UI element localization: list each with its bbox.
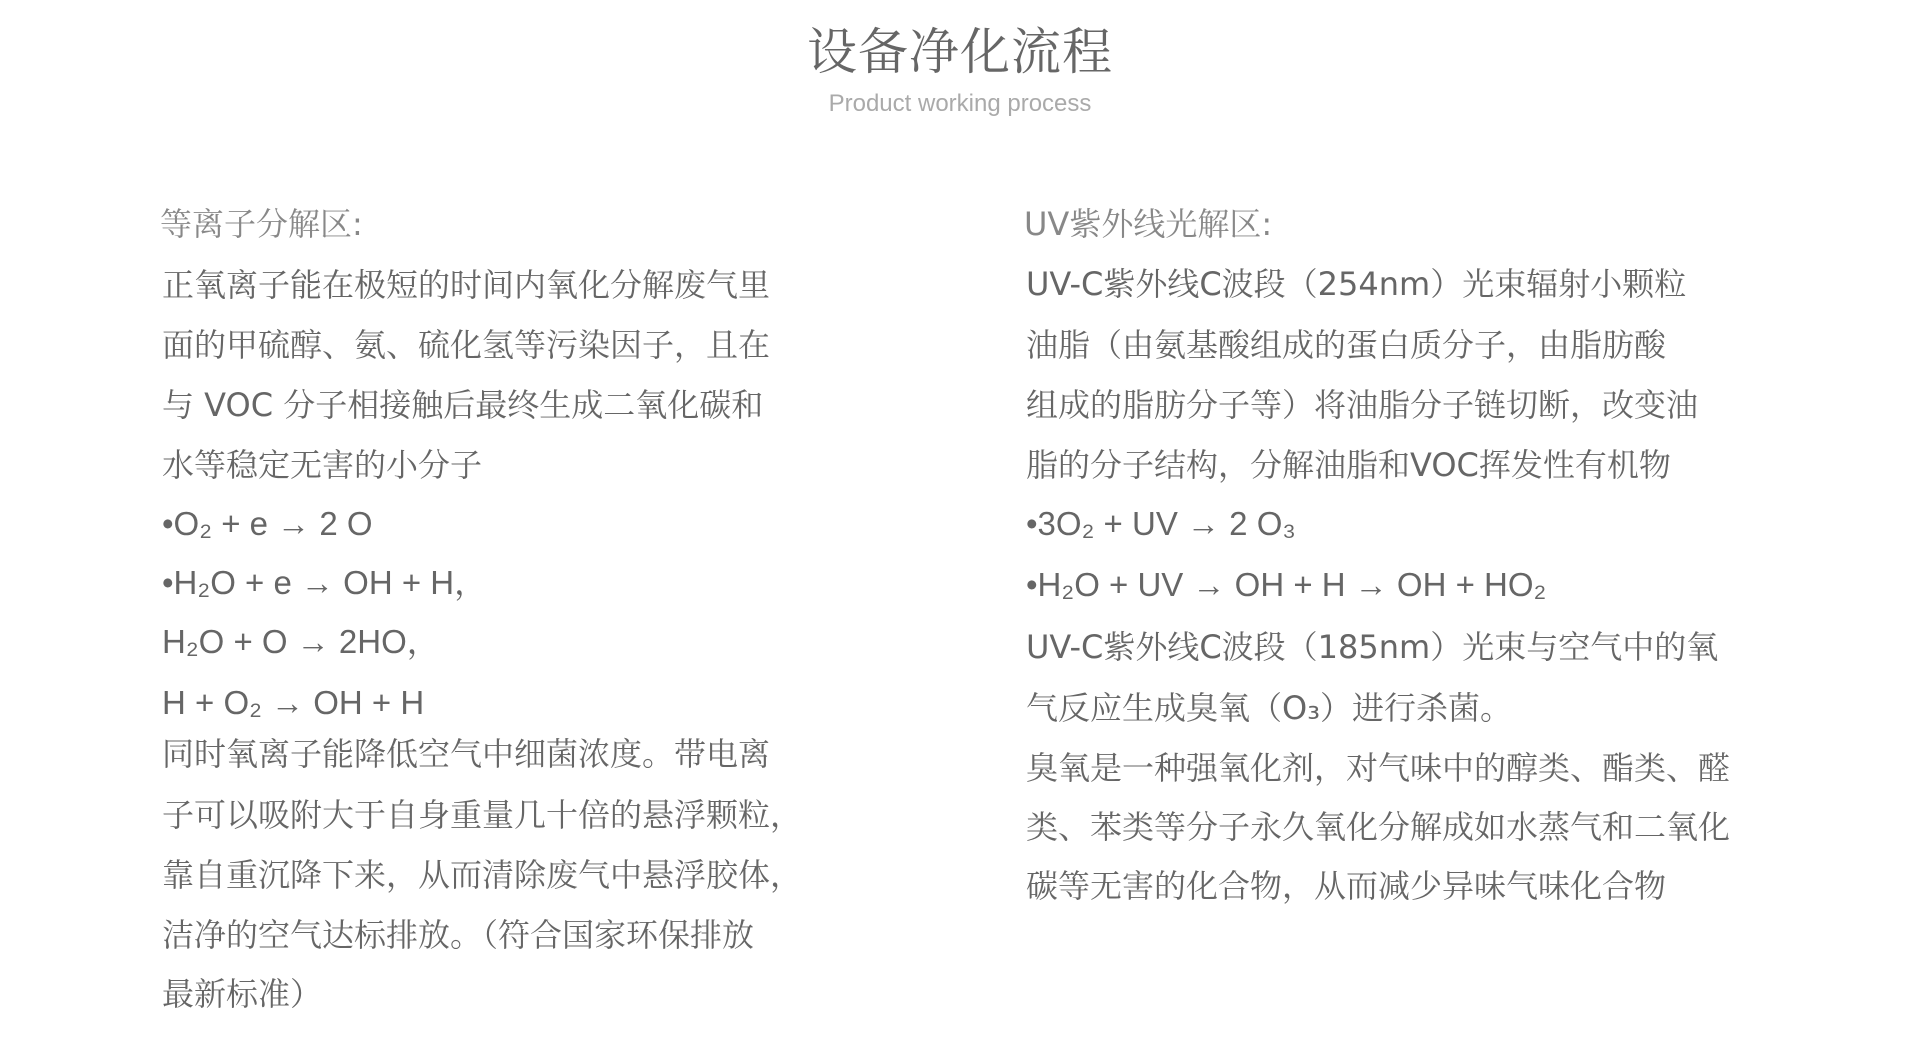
page-subtitle: Product working process — [828, 90, 1092, 117]
formula-line: H₂O + O → 2HO， — [162, 623, 440, 660]
formula-line: •H₂O + UV → OH + H → OH + HO₂ — [1026, 566, 1547, 603]
paragraph-line: UV-C紫外线C波段（254nm）光束辐射小颗粒 — [1026, 265, 1687, 303]
paragraph-line: 油脂（由氨基酸组成的蛋白质分子，由脂肪酸 — [1026, 326, 1667, 364]
section-heading: 等离子分解区: — [160, 205, 363, 243]
formula-line: H + O₂ → OH + H — [162, 684, 425, 721]
paragraph-line: 靠自重沉降下来，从而清除废气中悬浮胶体， — [162, 856, 803, 894]
paragraph-line: 气反应生成臭氧（O₃）进行杀菌。 — [1026, 689, 1513, 727]
paragraph-line: 碳等无害的化合物，从而减少异味气味化合物 — [1026, 867, 1667, 905]
paragraph-line: 脂的分子结构，分解油脂和VOC挥发性有机物 — [1026, 446, 1671, 484]
paragraph-line: 水等稳定无害的小分子 — [162, 446, 483, 484]
paragraph-line: 子可以吸附大于自身重量几十倍的悬浮颗粒， — [162, 796, 803, 834]
paragraph-line: 洁净的空气达标排放。（符合国家环保排放 — [162, 916, 755, 954]
paragraph-line: UV-C紫外线C波段（185nm）光束与空气中的氧 — [1026, 628, 1719, 666]
paragraph-line: 与 VOC 分子相接触后最终生成二氧化碳和 — [162, 386, 764, 424]
paragraph-line: 正氧离子能在极短的时间内氧化分解废气里 — [162, 266, 771, 304]
formula-line: •H₂O + e → OH + H， — [162, 564, 488, 601]
section-heading: UV紫外线光解区: — [1024, 205, 1273, 243]
page-title: 设备净化流程 — [807, 23, 1113, 81]
paragraph-line: 最新标准） — [162, 975, 323, 1013]
paragraph-line: 类、苯类等分子永久氧化分解成如水蒸气和二氧化 — [1026, 808, 1731, 846]
paragraph-line: 臭氧是一种强氧化剂，对气味中的醇类、酯类、醛 — [1026, 749, 1731, 787]
formula-line: •O₂ + e → 2 O — [162, 505, 373, 542]
formula-line: •3O₂ + UV → 2 O₃ — [1026, 505, 1296, 542]
paragraph-line: 同时氧离子能降低空气中细菌浓度。带电离 — [162, 735, 771, 773]
paragraph-line: 面的甲硫醇、氨、硫化氢等污染因子，且在 — [162, 326, 771, 364]
paragraph-line: 组成的脂肪分子等）将油脂分子链切断，改变油 — [1026, 386, 1699, 424]
